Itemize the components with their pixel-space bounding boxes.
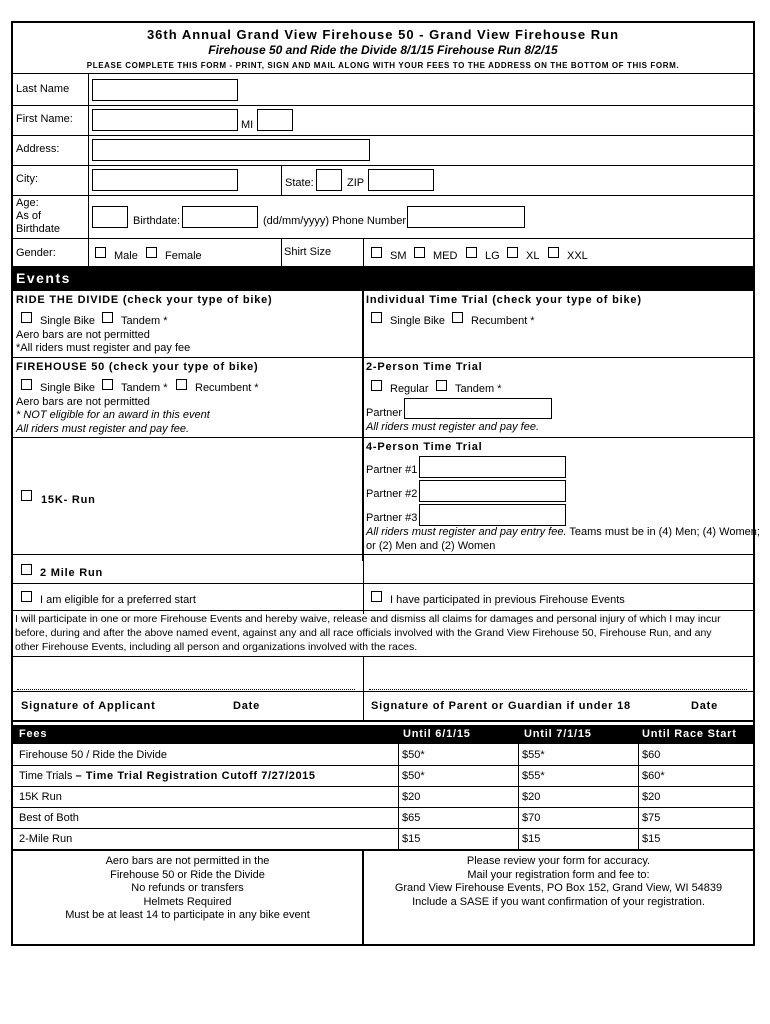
first-name-input[interactable] [92, 109, 238, 131]
fee-col2: $15 [522, 833, 541, 845]
address-label: Address: [16, 143, 60, 155]
city-input[interactable] [92, 169, 238, 191]
individual-tt-title: Individual Time Trial (check your type of bike) [366, 294, 642, 306]
fee-col2: $55* [522, 749, 545, 761]
fees-header-row [13, 725, 753, 744]
fee-col2: $20 [522, 791, 541, 803]
fee-col3: $15 [642, 833, 661, 845]
size-lg-checkbox[interactable] [466, 247, 477, 258]
age-label-as-of: As of [16, 210, 42, 222]
fee-col3: $60* [642, 770, 665, 782]
applicant-signature-line[interactable] [17, 660, 355, 690]
individual-tt-recumbent-label: Recumbent * [471, 315, 535, 327]
fee-col3: $75 [642, 812, 661, 824]
footer-right-line: Please review your form for accuracy. [466, 855, 651, 867]
phone-label: (dd/mm/yyyy) Phone Number [263, 215, 407, 227]
male-label: Male [114, 250, 138, 262]
fees-header-col2: Until 7/1/15 [524, 728, 592, 740]
firehouse50-recumbent-checkbox[interactable] [176, 379, 187, 390]
fee-col1: $65 [402, 812, 421, 824]
size-xl-checkbox[interactable] [507, 247, 518, 258]
individual-tt-recumbent-checkbox[interactable] [452, 312, 463, 323]
state-input[interactable] [316, 169, 342, 191]
waiver-line2: before, during and after the above named event, against any and all race officials involved with the Grand View Firehouse 50, Firehouse Run, and any [15, 627, 712, 639]
age-input[interactable] [92, 206, 128, 228]
firehouse50-recumbent-label: Recumbent * [195, 382, 259, 394]
age-label: Age: [16, 197, 39, 209]
firehouse50-tandem-checkbox[interactable] [102, 379, 113, 390]
partner1-input[interactable] [419, 456, 566, 478]
firehouse50-note-register: All riders must register and pay fee. [16, 423, 190, 435]
fee-col3: $20 [642, 791, 661, 803]
fee-name: Firehouse 50 / Ride the Divide [19, 749, 167, 761]
date-label: Date [233, 700, 261, 712]
fees-header-col3: Until Race Start [642, 728, 737, 740]
registration-form [11, 21, 760, 946]
four-person-note-line2: or (2) Men and (2) Women [366, 540, 496, 552]
footer-left-line: No refunds or transfers [131, 882, 244, 894]
waiver-line1: I will participate in one or more Firehouse Events and hereby waive, release and dismiss all claims for damages and personal injury of which I may incur [15, 613, 721, 625]
two-person-tt-title: 2-Person Time Trial [366, 361, 483, 373]
city-label: City: [16, 173, 38, 185]
ride-divide-single-checkbox[interactable] [21, 312, 32, 323]
signature-parent-label: Signature of Parent or Guardian if under 18 [371, 700, 631, 712]
partner3-label: Partner #3 [366, 512, 418, 524]
mi-label: MI [241, 119, 254, 131]
fees-header-name: Fees [19, 728, 48, 740]
zip-label: ZIP [347, 177, 365, 189]
ride-divide-title: RIDE THE DIVIDE (check your type of bike) [16, 294, 273, 306]
events-heading: Events [16, 270, 71, 286]
fee-name: 15K Run [19, 791, 62, 803]
partner3-input[interactable] [419, 504, 566, 526]
date2-label: Date [691, 700, 719, 712]
participated-checkbox[interactable] [371, 591, 382, 602]
four-person-note [366, 526, 760, 538]
size-xl-label: XL [526, 250, 540, 262]
signature-applicant-label: Signature of Applicant [21, 700, 156, 712]
run-15k-checkbox[interactable] [21, 490, 32, 501]
run-15k-label: 15K- Run [41, 494, 96, 506]
first-name-label: First Name: [16, 113, 73, 125]
footer-left-line: Firehouse 50 or Ride the Divide [110, 868, 265, 881]
form-subtitle: Firehouse 50 and Ride the Divide 8/1/15 Firehouse Run 8/2/15 [208, 43, 558, 57]
firehouse50-tandem-label: Tandem * [121, 382, 168, 394]
two-person-partner-label: Partner [366, 407, 403, 419]
fee-col2: $70 [522, 812, 541, 824]
last-name-input[interactable] [92, 79, 238, 101]
two-person-tandem-label: Tandem * [455, 383, 502, 395]
two-person-regular-checkbox[interactable] [371, 380, 382, 391]
zip-input[interactable] [368, 169, 434, 191]
ride-divide-tandem-checkbox[interactable] [102, 312, 113, 323]
mi-input[interactable] [257, 109, 293, 131]
ride-divide-tandem-label: Tandem * [121, 315, 168, 327]
footer-right-line: Mail your registration form and fee to: [467, 868, 650, 881]
firehouse50-note-aero: Aero bars are not permitted [16, 396, 150, 408]
four-person-note-rest: Teams must be in (4) Men; (4) Women; [566, 526, 760, 538]
female-checkbox[interactable] [146, 247, 157, 258]
ride-divide-single-label: Single Bike [40, 315, 96, 327]
footer-right-line: Grand View Firehouse Events, PO Box 152, Grand View, WI 54839 [394, 882, 723, 894]
partner1-label: Partner #1 [366, 464, 418, 476]
footer-left-line: Aero bars are not permitted in the [105, 855, 270, 867]
two-person-partner-input[interactable] [404, 398, 552, 419]
waiver-line3: other Firehouse Events, including all person and organizations involved with the races. [15, 641, 418, 653]
partner2-input[interactable] [419, 480, 566, 502]
fee-name [19, 770, 316, 782]
preferred-start-label: I am eligible for a preferred start [40, 594, 196, 606]
shirt-size-label: Shirt Size [284, 246, 332, 258]
size-sm-checkbox[interactable] [371, 247, 382, 258]
fee-name-bold: – Time Trial Registration Cutoff 7/27/2015 [75, 770, 316, 782]
run-2mile-checkbox[interactable] [21, 564, 32, 575]
fee-col1: $50* [402, 770, 425, 782]
size-med-checkbox[interactable] [414, 247, 425, 258]
address-input[interactable] [92, 139, 370, 161]
fee-col1: $15 [402, 833, 421, 845]
four-person-note-italic: All riders must register and pay entry fee. [366, 526, 567, 538]
footer-right-line: Include a SASE if you want confirmation of your registration. [412, 895, 705, 908]
individual-tt-single-checkbox[interactable] [371, 312, 382, 323]
size-lg-label: LG [485, 250, 500, 262]
parent-signature-line[interactable] [369, 660, 747, 690]
size-sm-label: SM [390, 250, 407, 262]
footer-right-notes [364, 855, 753, 909]
size-xxl-checkbox[interactable] [548, 247, 559, 258]
preferred-start-checkbox[interactable] [21, 591, 32, 602]
two-person-regular-label: Regular [390, 383, 429, 395]
size-xxl-label: XXL [567, 250, 588, 262]
fee-name: Best of Both [19, 812, 79, 824]
form-instructions: PLEASE COMPLETE THIS FORM - PRINT, SIGN AND MAIL ALONG WITH YOUR FEES TO THE ADDRESS ON THE BOTTOM OF THIS FORM. [86, 61, 680, 70]
firehouse50-single-checkbox[interactable] [21, 379, 32, 390]
age-label-birthdate: Birthdate [16, 223, 61, 235]
four-person-tt-title: 4-Person Time Trial [366, 441, 483, 453]
individual-tt-single-label: Single Bike [390, 315, 446, 327]
events-heading-bar [13, 266, 753, 291]
firehouse50-note-award: * NOT eligible for an award in this event [16, 409, 210, 421]
fee-col3: $60 [642, 749, 661, 761]
ride-divide-note-aero: Aero bars are not permitted [16, 329, 150, 341]
size-med-label: MED [433, 250, 458, 262]
fee-name: 2-Mile Run [19, 833, 73, 845]
fee-col1: $20 [402, 791, 421, 803]
phone-input[interactable] [407, 206, 525, 228]
ride-divide-note-register: *All riders must register and pay fee [16, 342, 191, 354]
last-name-label: Last Name [16, 83, 70, 95]
firehouse50-title: FIREHOUSE 50 (check your type of bike) [16, 361, 259, 373]
birthdate-input[interactable] [182, 206, 258, 228]
footer-left-line: Must be at least 14 to participate in any bike event [65, 909, 310, 921]
gender-label: Gender: [16, 247, 56, 259]
male-checkbox[interactable] [95, 247, 106, 258]
fee-col1: $50* [402, 749, 425, 761]
run-2mile-label: 2 Mile Run [40, 567, 104, 579]
fee-col2: $55* [522, 770, 545, 782]
form-title: 36th Annual Grand View Firehouse 50 - Grand View Firehouse Run [146, 27, 620, 42]
female-label: Female [165, 250, 202, 262]
two-person-tandem-checkbox[interactable] [436, 380, 447, 391]
two-person-note: All riders must register and pay fee. [366, 421, 540, 433]
partner2-label: Partner #2 [366, 488, 418, 500]
fee-name-plain: Time Trials [19, 770, 76, 782]
footer-left-line: Helmets Required [143, 895, 232, 908]
participated-label: I have participated in previous Firehouse Events [390, 594, 625, 606]
firehouse50-single-label: Single Bike [40, 382, 96, 394]
birthdate-label: Birthdate: [133, 215, 181, 227]
state-label: State: [285, 177, 314, 189]
fees-header-col1: Until 6/1/15 [403, 728, 471, 740]
footer-left-notes [13, 855, 362, 923]
